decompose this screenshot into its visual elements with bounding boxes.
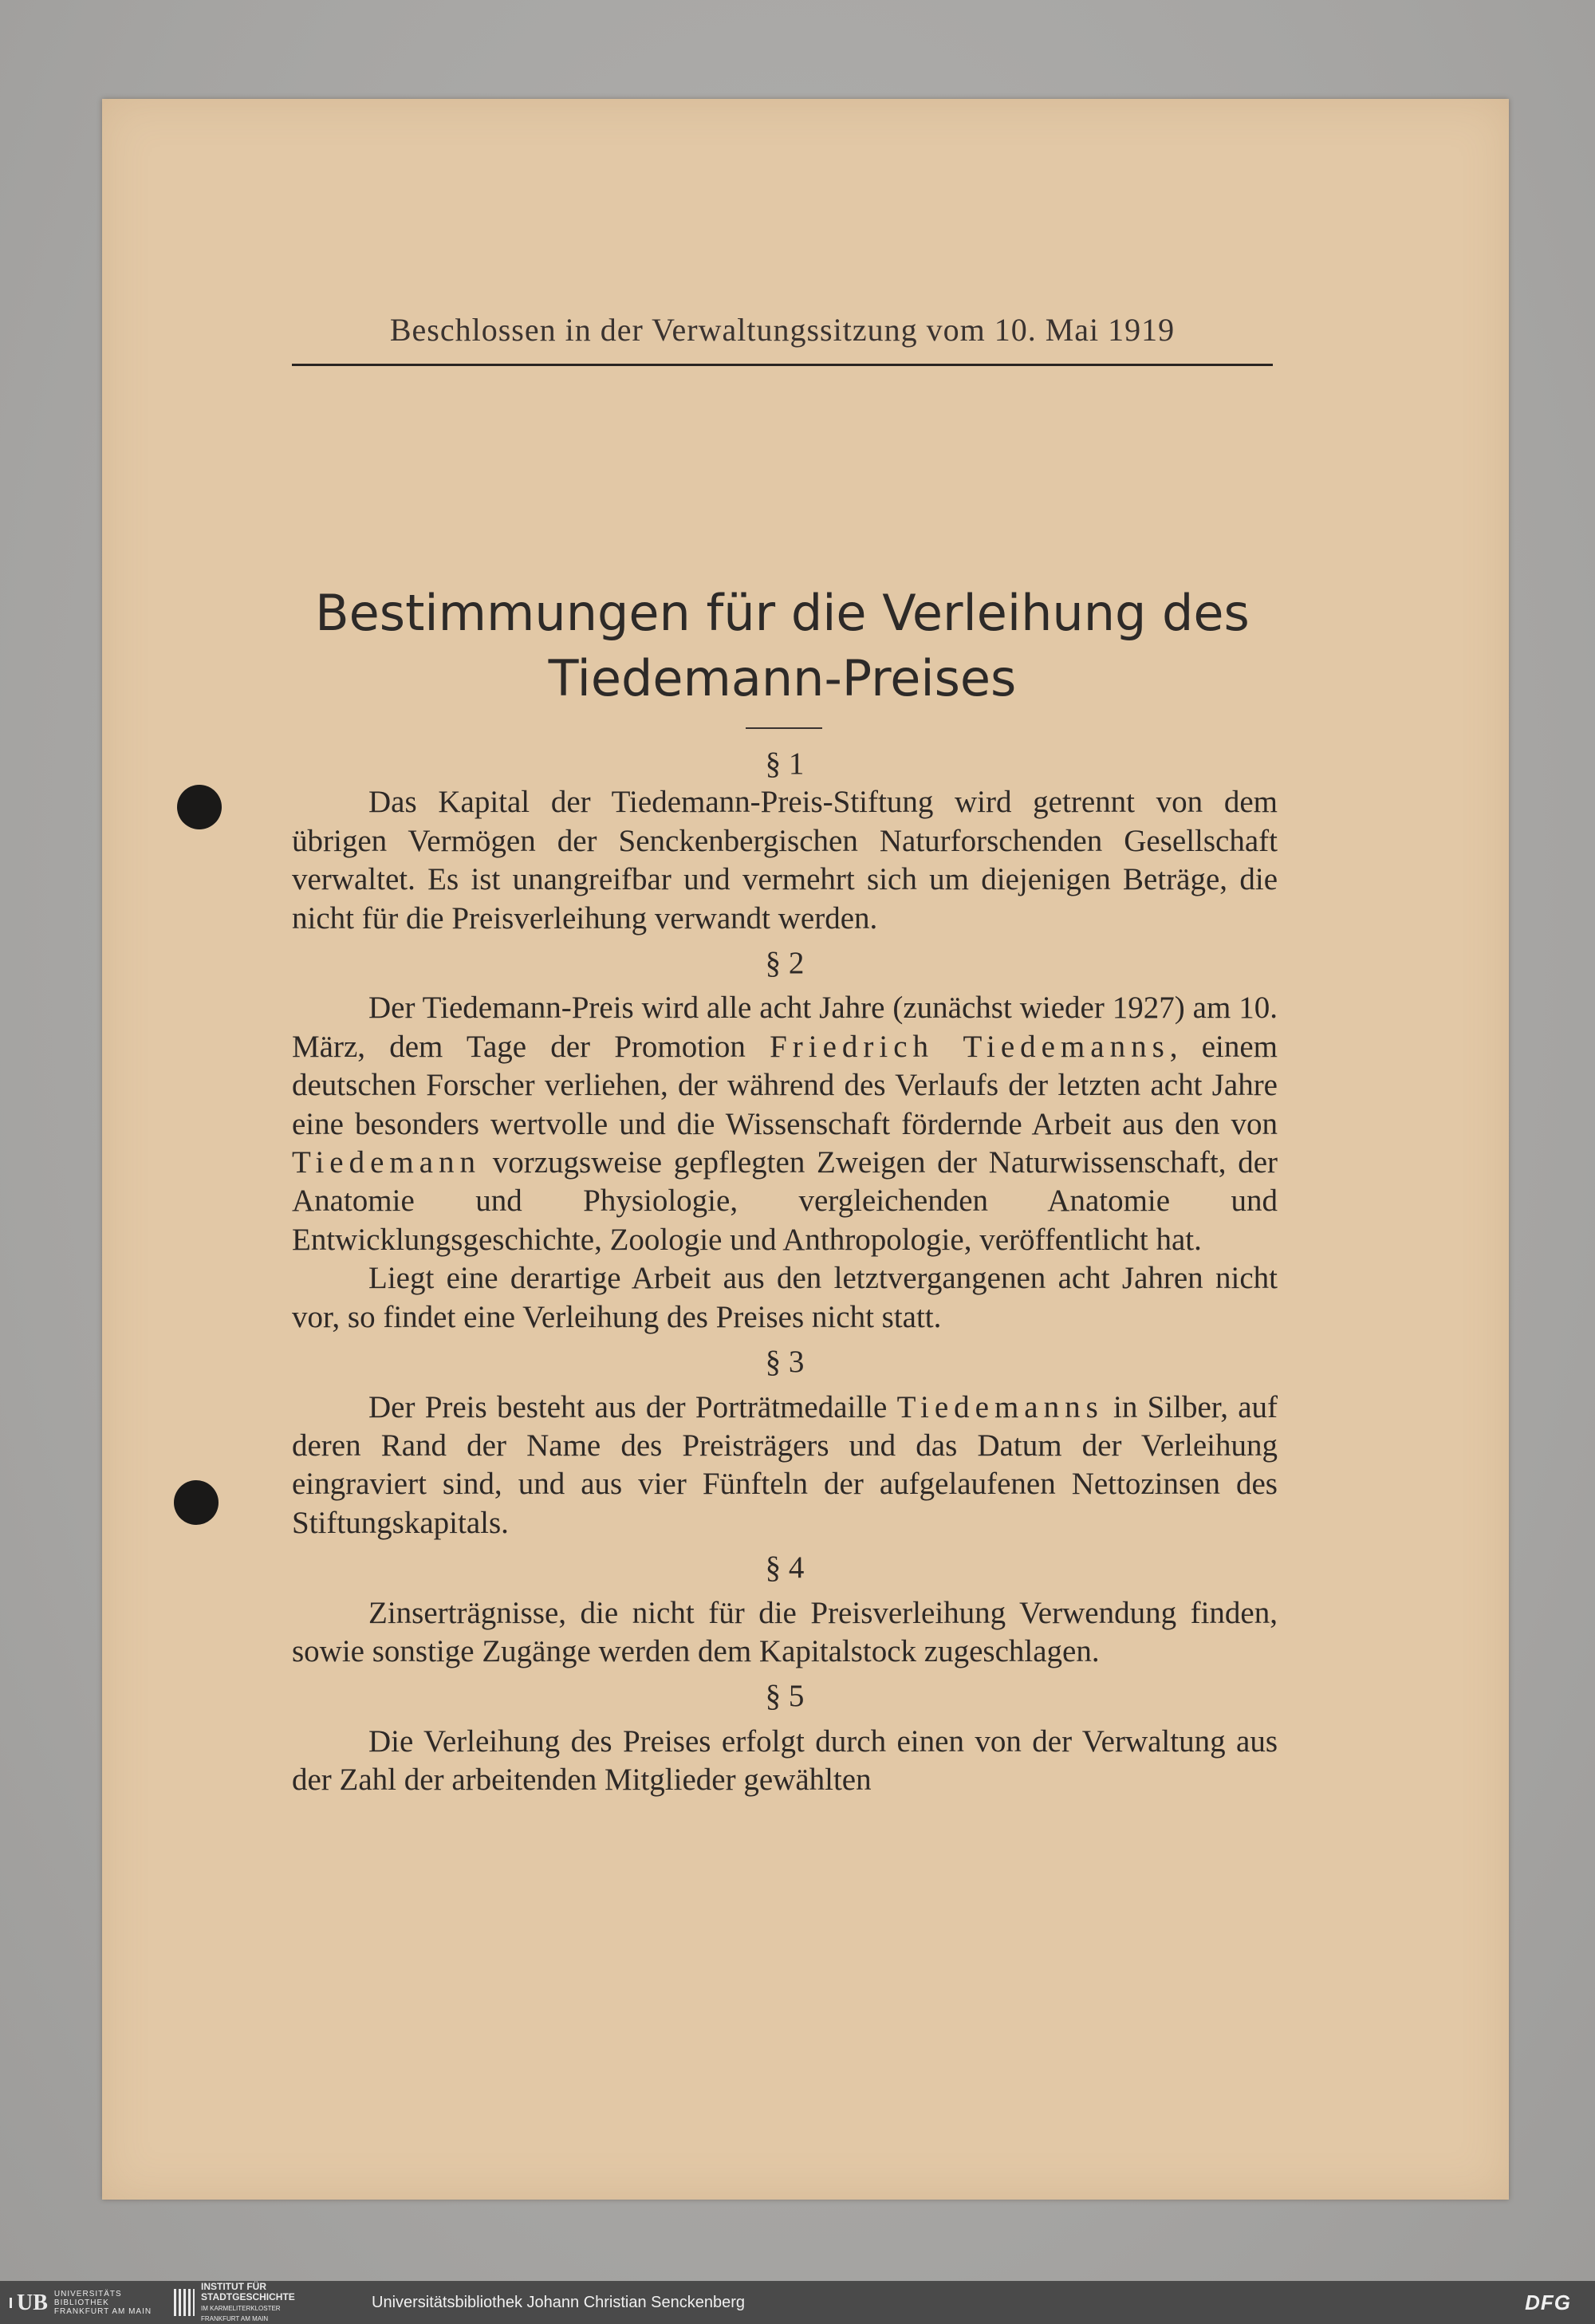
ifs-logo-text bbox=[201, 2282, 295, 2323]
section-3-text-a: Der Preis besteht aus der Porträtmedaille bbox=[368, 1389, 897, 1424]
section-2-paragraph-1 bbox=[292, 989, 1278, 1259]
document-body bbox=[292, 745, 1278, 1800]
ub-logo-mark: UB bbox=[10, 2298, 48, 2308]
resolution-header bbox=[292, 303, 1273, 366]
section-5-paragraph: Die Verleihung des Preises erfolgt durch einen von der Verwaltung aus der Zahl der arbeitenden Mitglieder gewählten bbox=[292, 1723, 1278, 1798]
ifs-logo-icon bbox=[174, 2289, 195, 2316]
ifs-logo-line-3: IM KARMELITERKLOSTER bbox=[201, 2305, 281, 2312]
section-2-name-tiedemann: Tiedemann bbox=[292, 1145, 482, 1180]
ub-logo-text bbox=[54, 2290, 152, 2316]
title-line-1: Bestimmungen für die Verleihung des bbox=[315, 584, 1250, 642]
punch-hole-upper bbox=[177, 785, 222, 829]
section-mark-1: § 1 bbox=[765, 746, 805, 781]
resolution-text: Beschlossen in der Verwaltungssitzung vom 10. Mai 1919 bbox=[389, 312, 1176, 348]
ifs-logo-line-2: STADTGESCHICHTE bbox=[201, 2291, 295, 2302]
section-2-paragraph-2: Liegt eine derartige Arbeit aus den letztvergangenen acht Jahren nicht vor, so findet eine Verleihung des Preises nicht statt. bbox=[292, 1261, 1278, 1334]
section-2-text-a: Der Tiedemann-Preis wird alle acht Jahre (zunächst wieder 1927) am 10. März, dem Tage der Promotion bbox=[292, 991, 1278, 1064]
section-1-paragraph: Das Kapital der Tiedemann-Preis-Stiftung wird getrennt von dem übrigen Vermögen der Senckenbergischen Naturforschenden Gesellschaft verwaltet. Es ist unangreifbar und vermehrt sich um diejenigen Beträge, die nicht für die Preisverleihung verwandt werden. bbox=[292, 785, 1278, 936]
section-3-paragraph bbox=[292, 1388, 1278, 1543]
institut-stadtgeschichte-logo[interactable] bbox=[174, 2281, 333, 2322]
section-2-text-c: vorzugsweise gepflegten Zweigen der Naturwissenschaft, der Anatomie und Physiologie, vergleichenden Anatomie und Entwicklungsgeschichte, Zoologie und Anthropologie, veröffentlicht hat. bbox=[292, 1145, 1278, 1257]
section-mark-4: § 4 bbox=[765, 1550, 805, 1585]
ifs-logo-line-4: FRANKFURT AM MAIN bbox=[201, 2315, 269, 2322]
section-2-name-friedrich-tiedemann: Friedrich Tiedemanns bbox=[770, 1029, 1170, 1064]
section-3-name-tiedemanns: Tiedemanns bbox=[896, 1389, 1104, 1424]
institution-name[interactable]: Universitätsbibliothek Johann Christian Senckenberg bbox=[372, 2294, 746, 2311]
title-divider bbox=[746, 727, 822, 729]
ub-logo-line-1: UNIVERSITÄTS bbox=[53, 2289, 122, 2298]
document-title bbox=[292, 581, 1273, 711]
viewer-footer-bar bbox=[0, 2281, 1595, 2324]
ub-frankfurt-logo[interactable] bbox=[10, 2287, 161, 2318]
ifs-logo-line-1: INSTITUT FÜR bbox=[201, 2281, 266, 2292]
ub-logo-line-2: BIBLIOTHEK bbox=[53, 2298, 109, 2307]
section-4-paragraph: Zinserträgnisse, die nicht für die Preisverleihung Verwendung finden, sowie sonstige Zugänge werden dem Kapitalstock zugeschlagen. bbox=[292, 1595, 1278, 1668]
title-line-2: Tiedemann-Preises bbox=[548, 649, 1017, 707]
section-2-text-b: , einem deutschen Forscher verliehen, der während des Verlaufs der letzten acht Jahre eine besonders wertvolle und die Wissenschaft fördernde Arbeit aus den von bbox=[292, 1029, 1278, 1141]
dfg-logo[interactable]: DFG bbox=[1525, 2291, 1571, 2314]
ub-logo-line-3: FRANKFURT AM MAIN bbox=[53, 2306, 152, 2316]
section-3-text-b: in Silber, auf deren Rand der Name des Preisträgers und das Datum der Verleihung eingraviert sind, und aus vier Fünfteln der aufgelaufenen Nettozinsen des Stiftungskapitals. bbox=[292, 1389, 1278, 1540]
punch-hole-lower bbox=[174, 1480, 219, 1525]
section-mark-5: § 5 bbox=[765, 1679, 805, 1714]
section-mark-3: § 3 bbox=[765, 1345, 805, 1380]
section-mark-2: § 2 bbox=[765, 946, 805, 981]
